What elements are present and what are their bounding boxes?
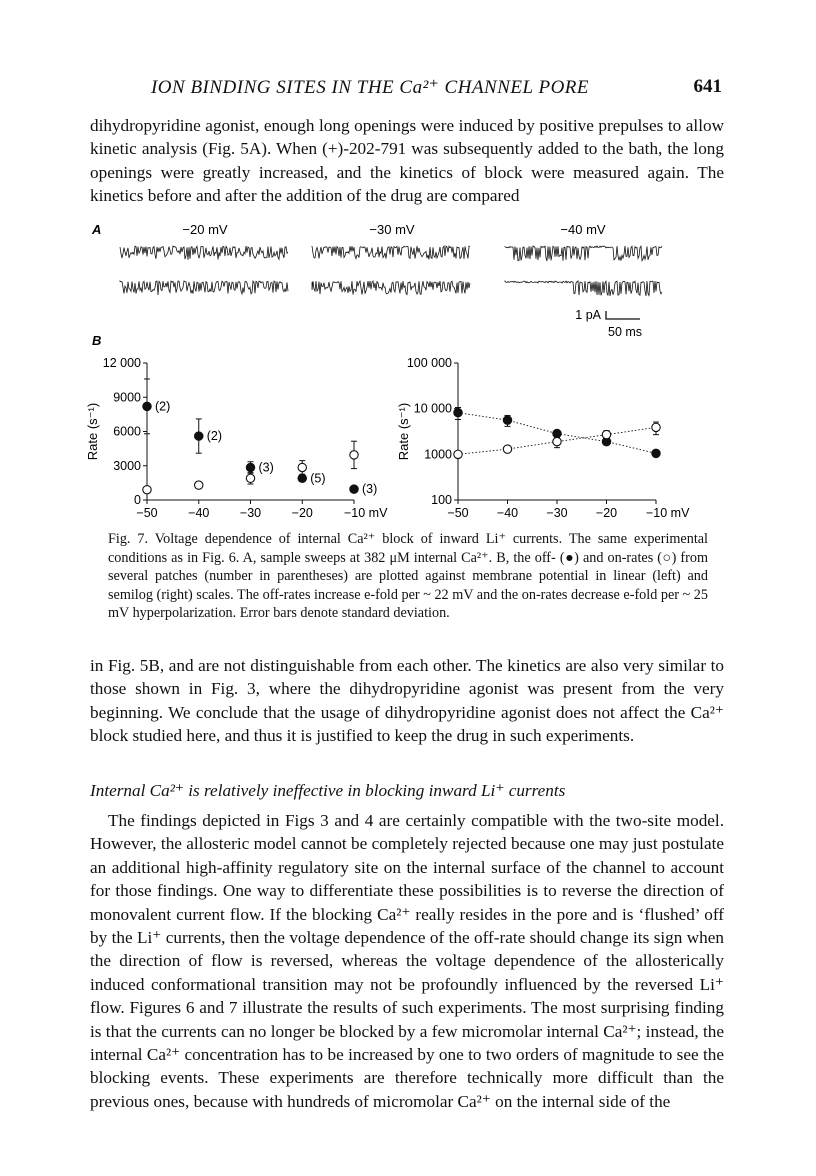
section-heading: Internal Ca²⁺ is relatively ineffective in blocking inward Li⁺ currents xyxy=(90,781,566,800)
on-rate-point xyxy=(602,430,610,438)
patch-count-label: (2) xyxy=(206,429,223,444)
panel-a-label: A xyxy=(92,222,102,237)
off-rate-point xyxy=(503,416,511,424)
panel-b-label: B xyxy=(92,333,102,348)
x-tick-label: −50 xyxy=(136,506,158,520)
patch-count-label: (3) xyxy=(258,460,274,475)
figure-caption: Fig. 7. Voltage dependence of internal Ca²⁺ block of inward Li⁺ currents. The same experimental conditions as in Fig. 6. A, sample sweeps at 382 μM internal Ca²⁺. B, the off- (●) and on-rates (○) from several patches (number in parentheses) are plotted against membrane potential in linear (left) and semilog (right) scales. The off-rates increase e-fold per ~ 22 mV and the on-rates decrease e-fold per ~ 25 mV hyperpolarization. Error bars denote standard deviation. xyxy=(108,531,708,622)
sweep-trace xyxy=(505,246,662,261)
y-tick-label: 0 xyxy=(134,493,141,507)
x-tick-label: −20 xyxy=(291,506,313,520)
current-sweeps xyxy=(120,246,662,296)
off-rate-point xyxy=(350,485,358,493)
sweep-trace xyxy=(312,281,470,295)
on-rate-point xyxy=(503,445,511,453)
y-tick-label: 100 xyxy=(431,493,452,507)
scale-bar-current: 1 pA xyxy=(575,308,601,322)
scale-bar xyxy=(606,311,640,319)
on-rate-point xyxy=(246,474,254,482)
y-tick-label: 100 000 xyxy=(406,356,452,370)
page-number: 641 xyxy=(693,76,722,97)
y-axis-label: Rate (s⁻¹) xyxy=(85,402,100,461)
x-tick-label: −30 xyxy=(546,506,568,520)
on-rate-point xyxy=(350,451,358,459)
running-title: ION BINDING SITES IN THE Ca²⁺ CHANNEL PORE xyxy=(150,77,590,98)
sweep-trace xyxy=(505,281,662,296)
y-axis-label: Rate (s⁻¹) xyxy=(396,402,411,461)
chart-semilog xyxy=(396,356,690,520)
x-tick-label: −30 xyxy=(239,506,262,520)
off-rate-point xyxy=(652,449,660,457)
paragraph-after-figure: in Fig. 5B, and are not distinguishable from each other. The kinetics are also very similar to those shown in Fig. 3, where the dihydropyridine agonist was present from the very beginning. We conclude that the usage of dihydropyridine agonist does not affect the Ca²⁺ block studied here, and thus it is justified to keep the drug in such experiments. xyxy=(90,656,724,746)
patch-count-label: (5) xyxy=(310,471,326,486)
off-rate-point xyxy=(454,408,462,416)
sweep-trace xyxy=(312,246,470,259)
running-head xyxy=(0,76,816,104)
on-rate-point xyxy=(454,450,462,458)
y-tick-label: 1000 xyxy=(424,447,452,462)
figure-7 xyxy=(0,215,816,525)
patch-count-label: (3) xyxy=(362,482,378,497)
scale-bar-time: 50 ms xyxy=(608,325,643,339)
chart-linear xyxy=(85,356,388,520)
off-rate-point xyxy=(143,402,151,410)
y-tick-label: 10 000 xyxy=(413,401,452,416)
paragraph-body: The findings depicted in Figs 3 and 4 are certainly compatible with the two-site model. However, the allosteric model cannot be completely rejected because one may just postulate an additional high-affinity regulatory site on the internal surface of the channel to account for those findings. One way to differentiate these possibilities is to reverse the direction of monovalent current flow. If the blocking Ca²⁺ really resides in the pore and is ‘flushed’ off by the Li⁺ currents, then the voltage dependence of the off-rate should change its sign when the direction of flow is reversed, whereas the voltage dependence of the allosterically induced conformational transition may not be profoundly influenced by the reversed Li⁺ flow. Figures 6 and 7 illustrate the results of such experiments. The most surprising finding is that the currents can no longer be blocked by a few micromolar internal Ca²⁺; instead, the internal Ca²⁺ concentration has to be increased by one to two orders of magnitude to see the blocking events. These experiments are therefore technically more difficult than the previous ones, because with hundreds of micromolar Ca²⁺ on the internal side of the xyxy=(90,811,724,1111)
on-rate-point xyxy=(195,481,203,489)
y-tick-label: 6000 xyxy=(113,424,141,439)
sweep-voltage-20: −20 mV xyxy=(182,222,228,237)
y-tick-label: 3000 xyxy=(113,458,141,473)
off-rate-point xyxy=(298,474,306,482)
off-rate-point xyxy=(195,432,203,440)
sweep-trace xyxy=(120,281,288,295)
sweep-voltage-30: −30 mV xyxy=(369,222,415,237)
x-tick-label: −10 mV xyxy=(646,506,690,520)
sweep-trace xyxy=(120,246,288,260)
on-rate-point xyxy=(652,423,660,431)
patch-count-label: (2) xyxy=(155,399,171,414)
x-tick-label: −10 mV xyxy=(344,506,388,520)
on-rate-point xyxy=(143,486,151,494)
x-tick-label: −40 xyxy=(496,506,519,520)
x-tick-label: −20 xyxy=(595,506,618,520)
x-tick-label: −50 xyxy=(447,506,469,520)
on-rate-point xyxy=(553,437,561,445)
y-tick-label: 12 000 xyxy=(102,356,141,370)
paragraph-top: dihydropyridine agonist, enough long openings were induced by positive prepulses to allow kinetic analysis (Fig. 5A). When (+)-202-791 was subsequently added to the bath, the long openings were greatly increased, and the kinetics of block were measured again. The kinetics before and after the addition of the drug are compared xyxy=(90,116,724,206)
off-rate-point xyxy=(246,463,254,471)
x-tick-label: −40 xyxy=(188,506,210,520)
sweep-voltage-40: −40 mV xyxy=(560,222,606,237)
on-rate-point xyxy=(298,463,306,471)
y-tick-label: 9000 xyxy=(113,390,141,405)
